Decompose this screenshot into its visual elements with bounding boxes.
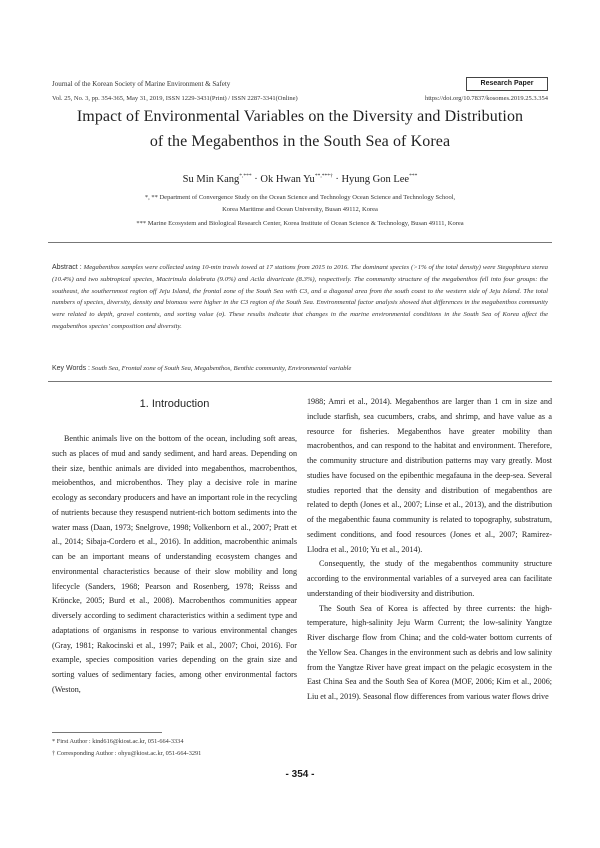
keywords-text: South Sea, Frontal zone of South Sea, Megabenthos, Benthic community, Environmental variable	[91, 365, 352, 372]
top-divider	[48, 242, 552, 243]
author-separator: ·	[251, 174, 261, 185]
footnote-corresponding-author: † Corresponding Author : ohyu@kiost.ac.kr, 051-664-3291	[52, 750, 202, 757]
affiliation-line-2: Korea Maritime and Ocean University, Busan 49112, Korea	[222, 206, 378, 213]
paragraph: Consequently, the study of the megabenthos community structure according to the environmental variables of a surveyed area can facilitate understanding of their biodiversity and distribution.	[307, 559, 552, 598]
paragraph: Benthic animals live on the bottom of the ocean, including soft areas, such as places of mud and sandy sediment, and hard areas. Depending on their size, benthic animals are divided into megabenthos, macrobenthos, meiobenthos, and microbenthos. They play a decisive role in marine ecology as secondary producers and have an important role in the recycling of nutrients because they resuspend nutrient-rich bottom sediments into the water mass (Daan, 1973; Snelgrove, 1998; Volkenborn et al., 2007; Pratt et al., 2014; Sibaja-Cordero et al., 2016). In addition, macrobenthic animals can be an important means of understanding ecosystem changes and environmental characteristics because of their slow mobility and long lifecycle (Sanders, 1968; Pearson and Rosenberg, 1978; Reisss and Kröncke, 2005; Burd et al., 2008). Macrobenthos communities appear diversely according to sediment characteristics within a sediment type and adaptations of organisms in response to various environmental changes (Gray, 1981; Rakocinski et al., 1997; Paik et al., 2007; Choi, 2016). For example, species composition varies depending on the grain size and sorting values of sedimentary facies, among other environmental factors (Weston,	[52, 434, 297, 694]
paragraph: 1988; Amri et al., 2014). Megabenthos are larger than 1 cm in size and include starfish, sea cucumbers, crabs, and shrimp, and have value as a resource for fisheries. Megabenthos have greater mobility than macrobenthos, and can respond to the habitat and environment. Therefore, the community structure and distribution patterns may vary greatly. Most studies have focused on the epibenthic megafauna in the deep-sea. Several studies reported that the density and distribution of megabenthos are related to depth (Jones et al., 2007; Linse et al., 2013), and the distribution of the megabenthic fauna community is related to topography, substratum, sediment conditions, and food resources (Jones et al., 2007; Ramirez-Llodra et al., 2010; Yu et al., 2014).	[307, 397, 552, 554]
abstract	[52, 262, 548, 333]
section-heading-introduction: 1. Introduction	[139, 398, 210, 410]
paper-title-line-2: of the Megabenthos in the South Sea of Korea	[149, 133, 451, 150]
footnote-divider	[52, 732, 162, 733]
affiliation-line-1: *, ** Department of Convergence Study on the Ocean Science and Technology Ocean Science and Technology School,	[144, 194, 456, 201]
author-separator: ·	[332, 174, 342, 185]
abstract-divider	[48, 381, 552, 382]
left-column	[52, 432, 297, 698]
doi-link[interactable]: https://doi.org/10.7837/kosomes.2019.25.3.354	[424, 95, 548, 102]
footnote-first-author: * First Author : kind616@kiost.ac.kr, 051-664-3334	[52, 738, 184, 745]
page-number: - 354 -	[285, 769, 315, 780]
affiliation-line-3: *** Marine Ecosystem and Biological Research Center, Korea Institute of Ocean Science & Technology, Busan 49111, Korea	[136, 220, 464, 227]
paper-title-line-1: Impact of Environmental Variables on the Diversity and Distribution	[76, 108, 524, 125]
paragraph: The South Sea of Korea is affected by three currents: the high-temperature, high-salinity Jeju Warm Current; the low-salinity Yangtze River discharge flow from China; and the cold-water bottom currents of the Yellow Sea. Changes in the environment such as debris and low salinity from the Yangtze River have great impact on the pelagic ecosystem in the East China Sea and the South Sea of Korea (MOF, 2006; Kim et al., 2006; Liu et al., 2019). Seasonal flow differences from various water flows drive	[307, 603, 552, 701]
author-affiliation-mark: *,***	[239, 173, 252, 179]
author-list	[50, 173, 550, 185]
abstract-label: Abstract :	[52, 264, 82, 271]
keywords-label: Key Words :	[52, 365, 90, 372]
keywords	[52, 365, 351, 372]
author-affiliation-mark: ***	[409, 173, 418, 179]
research-paper-badge: Research Paper	[466, 77, 548, 91]
right-column	[307, 395, 552, 705]
author-name: Su Min Kang	[182, 174, 240, 185]
author-name: Hyung Gon Lee	[341, 174, 410, 185]
author-affiliation-mark: **,***†	[314, 173, 333, 179]
abstract-text: Megabenthos samples were collected using 10-min trawls towed at 17 stations from 2015 to 2016. The dominant species (>1% of the total density) were Stegophiura sterea (10.4%) and two subtropical species, Mactrinula dolabrata (9.0%) and Acila divaricate (8.3%), respectively. The community structure of the megabenthos fell into four groups: the southeast, the southernmost region off Jeju Island, the frontal zone of the South Sea with C3, and a diagonal area from the south coast to the western side of Jeju Island. The total numbers of species, diversity, density and biomass were higher in the C3 region of the South Sea. Environmental factor analysis showed that differences in the megabenthos community were related to depth, gravel contents, and sorting value (σ). These results indicate that changes in the marine environmental conditions in the South Sea of Korea affect the megabenthos species' composition and diversity.	[52, 264, 548, 330]
journal-volume-info: Vol. 25, No. 3, pp. 354-365, May 31, 2019, ISSN 1229-3431(Print) / ISSN 2287-3341(Online)	[52, 95, 298, 102]
journal-name: Journal of the Korean Society of Marine Environment & Safety	[52, 80, 231, 88]
author-name: Ok Hwan Yu	[260, 174, 315, 185]
